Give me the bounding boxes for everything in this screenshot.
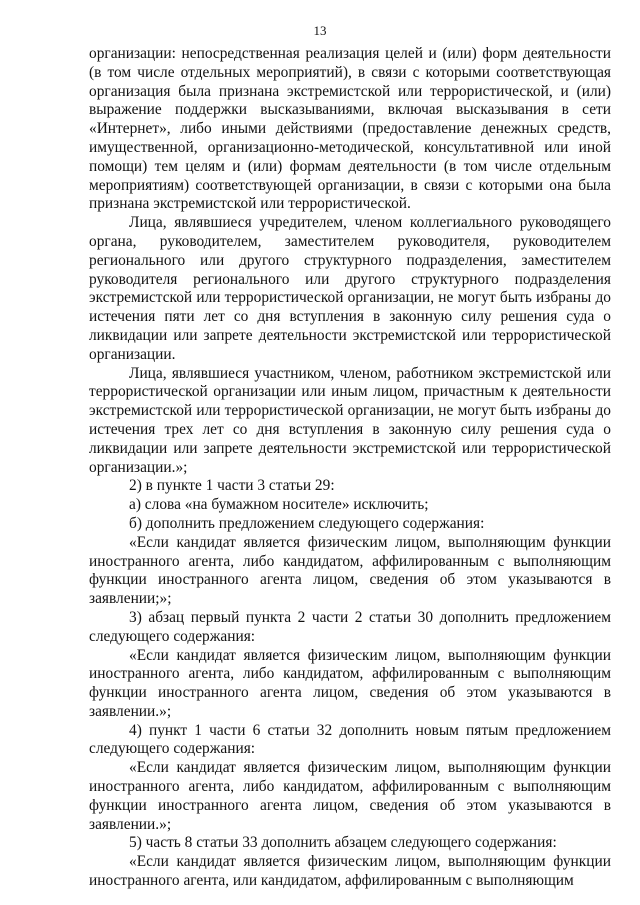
paragraph: «Если кандидат является физическим лицом, выполняющим функции иностранного агента, либо кандидатом, аффилированным с выполняющим функции иностранного агента лицом, сведения об этом указываются в заявлении.»; — [89, 646, 611, 720]
paragraph: «Если кандидат является физическим лицом, выполняющим функции иностранного агента, или кандидатом, аффилированным с выполняющим — [89, 853, 611, 890]
paragraph: Лица, являвшиеся учредителем, членом коллегиального руководящего органа, руководителем, заместителем руководителя, руководителем регионального или другого структурного подразделения, заместителем руководителя регионального или другого структурного подразделения экстремистской или террористической организации, не могут быть избраны до истечения пяти лет со дня вступления в законную силу решения суда о ликвидации или запрете деятельности экстремистской или террористической организации. — [89, 214, 611, 363]
document-body — [89, 45, 611, 891]
paragraph: 2) в пункте 1 части 3 статьи 29: — [129, 477, 335, 495]
paragraph: «Если кандидат является физическим лицом, выполняющим функции иностранного агента, либо кандидатом, аффилированным с выполняющим функции иностранного агента лицом, сведения об этом указываются в заявлении.»; — [89, 759, 611, 833]
paragraph: Лица, являвшиеся участником, членом, работником экстремистской или террористической организации или иным лицом, причастным к деятельности экстремистской или террористической организации, не могут быть избраны до истечения трех лет со дня вступления в законную силу решения суда о ликвидации или запрете деятельности экстремистской или террористической организации.»; — [89, 364, 611, 476]
paragraph: «Если кандидат является физическим лицом, выполняющим функции иностранного агента, либо кандидатом, аффилированным с выполняющим функции иностранного агента лицом, сведения об этом указываются в заявлении;»; — [89, 533, 611, 608]
paragraph: 3) абзац первый пункта 2 части 2 статьи 30 дополнить предложением следующего содержания: — [89, 608, 611, 645]
page-number: 13 — [313, 23, 327, 38]
paragraph: 4) пункт 1 части 6 статьи 32 дополнить новым пятым предложением следующего содержания: — [89, 721, 611, 758]
paragraph: организации: непосредственная реализация целей и (или) форм деятельности (в том числе отдельных мероприятий), в связи с которыми соответствующая организация была признана экстремистской или террористической, и (или) выражение поддержки высказываниями, включая высказывания в сети «Интернет», либо иными действиями (предоставление денежных средств, имущественной, организационно-методической, консультативной или иной помощи) тем целям и (или) формам деятельности (в том числе отдельным мероприятиям) соответствующей организации, в связи с которыми она была признана экстремистской или террористической. — [89, 45, 611, 213]
paragraph: б) дополнить предложением следующего содержания: — [129, 514, 485, 532]
paragraph: 5) часть 8 статьи 33 дополнить абзацем следующего содержания: — [129, 834, 557, 852]
paragraph: а) слова «на бумажном носителе» исключить; — [129, 496, 429, 514]
